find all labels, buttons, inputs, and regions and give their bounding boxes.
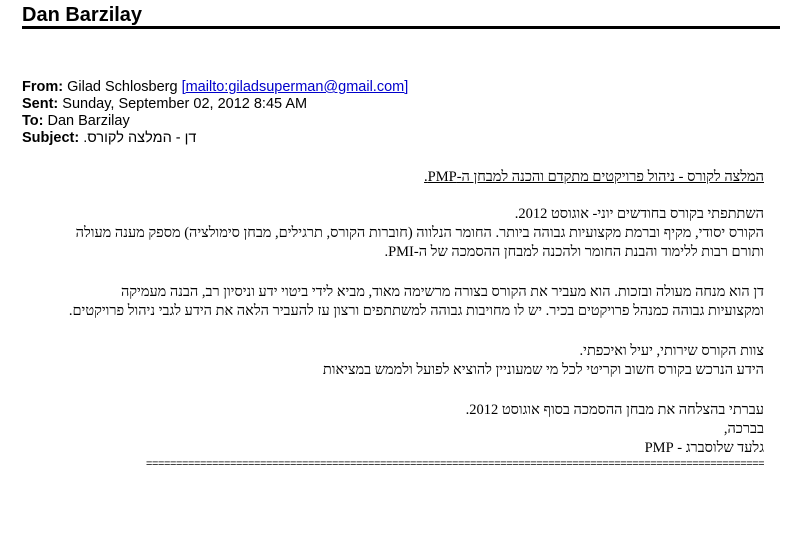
separator-line: =======================================================================================================: [145, 459, 764, 471]
from-name: Gilad Schlosberg: [67, 79, 178, 95]
page-title: Dan Barzilay: [22, 4, 143, 26]
body-line: ומקצועיות גבוהה כמנהל פרויקטים בכיר. יש לו מחויבות גבוהה למשתתפים ורצון עז להעביר הלאה את הידע לגבי ניהול פרויקטים.: [68, 303, 764, 319]
body-line: ותורם רבות ללימוד והבנת החומר ולהכנה למבחן ההסמכה של ה-PMI.: [384, 244, 764, 260]
body-heading: המלצה לקורס - ניהול פרויקטים מתקדם והכנה למבחן ה-PMP.: [424, 169, 764, 185]
sent-label: Sent:: [22, 96, 59, 112]
subject-value: דן - המלצה לקורס.: [83, 130, 197, 146]
to-label: To:: [22, 113, 44, 129]
to-value: Dan Barzilay: [47, 113, 130, 129]
email-headers: [22, 79, 722, 147]
body-line: הידע הנרכש בקורס חשוב וקריטי לכל מי שמעוניין להוציא לפועל ולממש במציאות: [322, 362, 764, 378]
from-label: From:: [22, 79, 64, 95]
body-line: בברכה,: [723, 421, 764, 437]
subject-row: [22, 130, 722, 147]
signature-line: גלעד שלוסברג - PMP: [644, 440, 764, 456]
paragraph-3: [24, 342, 764, 380]
body-line: עברתי בהצלחה את מבחן ההסמכה בסוף אוגוסט 2012.: [465, 402, 764, 418]
paragraph-1: [24, 205, 764, 262]
title-underline: [22, 26, 780, 29]
sent-row: [22, 96, 722, 113]
from-row: [22, 79, 722, 96]
body-line: השתתפתי בקורס בחודשים יוני- אוגוסט 2012.: [514, 206, 764, 222]
body-line: הקורס יסודי, מקיף וברמת מקצועיות גבוהה ביותר. החומר הנלווה (חוברות הקורס, תרגילים, מבחן סימולציה) מספק מענה מעולה: [75, 225, 764, 241]
to-row: [22, 113, 722, 130]
subject-label: Subject:: [22, 130, 80, 146]
from-mailto-link[interactable]: [mailto:giladsuperman@gmail.com]: [181, 79, 409, 95]
body-line: צוות הקורס שירותי, יעיל ואיכפתי.: [579, 343, 764, 359]
sent-value: Sunday, September 02, 2012 8:45 AM: [62, 96, 308, 112]
paragraph-4: [24, 401, 764, 458]
body-line: דן הוא מנחה מעולה ובזכות. הוא מעביר את הקורס בצורה מרשימה מאוד, מביא לידי ביטוי ידע וניסיון רב, הבנה מעמיקה: [120, 284, 764, 300]
paragraph-2: [24, 283, 764, 321]
